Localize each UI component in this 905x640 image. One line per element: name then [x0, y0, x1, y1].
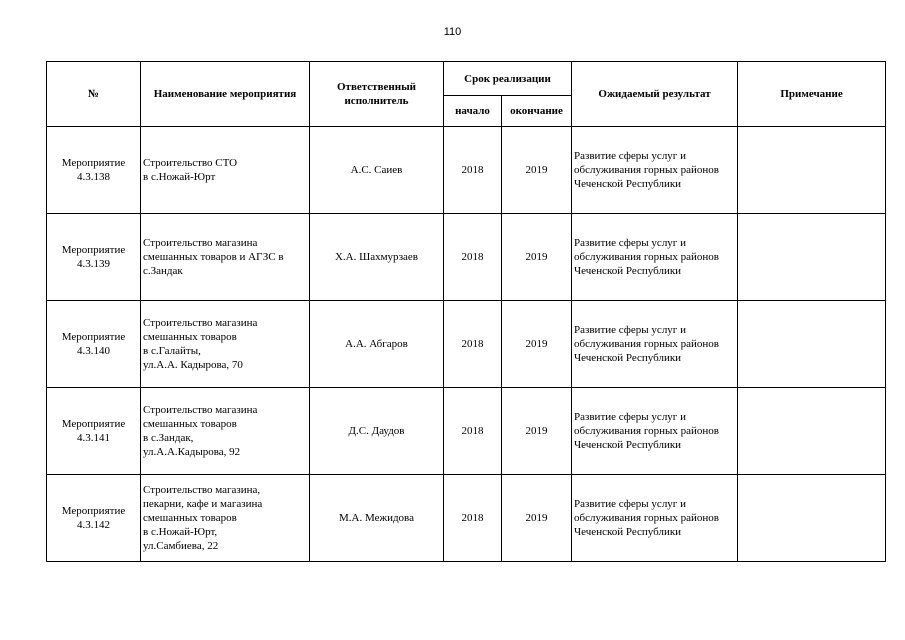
measure-responsible: Д.С. Даудов — [310, 388, 444, 475]
measure-start: 2018 — [444, 214, 502, 301]
measure-name: Строительство СТО в с.Ножай-Юрт — [141, 127, 310, 214]
header-num: № — [47, 62, 141, 127]
header-result: Ожидаемый результат — [572, 62, 738, 127]
measure-note — [738, 388, 886, 475]
measure-note — [738, 301, 886, 388]
measure-number: Мероприятие 4.3.138 — [47, 127, 141, 214]
measure-result: Развитие сферы услуг и обслуживания горных районов Чеченской Республики — [572, 475, 738, 562]
measure-responsible: Х.А. Шахмурзаев — [310, 214, 444, 301]
measure-start: 2018 — [444, 127, 502, 214]
header-responsible: Ответственный исполнитель — [310, 62, 444, 127]
measure-name: Строительство магазина смешанных товаров в с.Зандак, ул.А.А.Кадырова, 92 — [141, 388, 310, 475]
measure-name: Строительство магазина смешанных товаров в с.Галайты, ул.А.А. Кадырова, 70 — [141, 301, 310, 388]
table-row — [47, 388, 886, 475]
header-period: Срок реализации — [444, 62, 572, 96]
measure-result: Развитие сферы услуг и обслуживания горных районов Чеченской Республики — [572, 388, 738, 475]
measure-name: Строительство магазина, пекарни, кафе и магазина смешанных товаров в с.Ножай-Юрт, ул.Самбиева, 22 — [141, 475, 310, 562]
header-name: Наименование мероприятия — [141, 62, 310, 127]
measure-end: 2019 — [502, 301, 572, 388]
measure-result: Развитие сферы услуг и обслуживания горных районов Чеченской Республики — [572, 214, 738, 301]
measure-result: Развитие сферы услуг и обслуживания горных районов Чеченской Республики — [572, 301, 738, 388]
table-row — [47, 127, 886, 214]
page-number: 110 — [443, 26, 462, 38]
measure-start: 2018 — [444, 388, 502, 475]
header-start: начало — [444, 96, 502, 127]
table-row — [47, 214, 886, 301]
measure-note — [738, 127, 886, 214]
measure-responsible: А.С. Саиев — [310, 127, 444, 214]
table-row — [47, 475, 886, 562]
header-end: окончание — [502, 96, 572, 127]
measure-start: 2018 — [444, 301, 502, 388]
measure-end: 2019 — [502, 475, 572, 562]
header-row — [47, 62, 886, 96]
measure-end: 2019 — [502, 214, 572, 301]
measures-table — [46, 61, 886, 562]
measure-responsible: М.А. Межидова — [310, 475, 444, 562]
measure-name: Строительство магазина смешанных товаров и АГЗС в с.Зандак — [141, 214, 310, 301]
measure-end: 2019 — [502, 127, 572, 214]
measure-number: Мероприятие 4.3.142 — [47, 475, 141, 562]
measure-note — [738, 214, 886, 301]
header-note: Примечание — [738, 62, 886, 127]
table-row — [47, 301, 886, 388]
measure-number: Мероприятие 4.3.139 — [47, 214, 141, 301]
measure-note — [738, 475, 886, 562]
measure-result: Развитие сферы услуг и обслуживания горных районов Чеченской Республики — [572, 127, 738, 214]
measure-number: Мероприятие 4.3.141 — [47, 388, 141, 475]
measure-end: 2019 — [502, 388, 572, 475]
measure-start: 2018 — [444, 475, 502, 562]
measure-responsible: А.А. Абгаров — [310, 301, 444, 388]
measure-number: Мероприятие 4.3.140 — [47, 301, 141, 388]
